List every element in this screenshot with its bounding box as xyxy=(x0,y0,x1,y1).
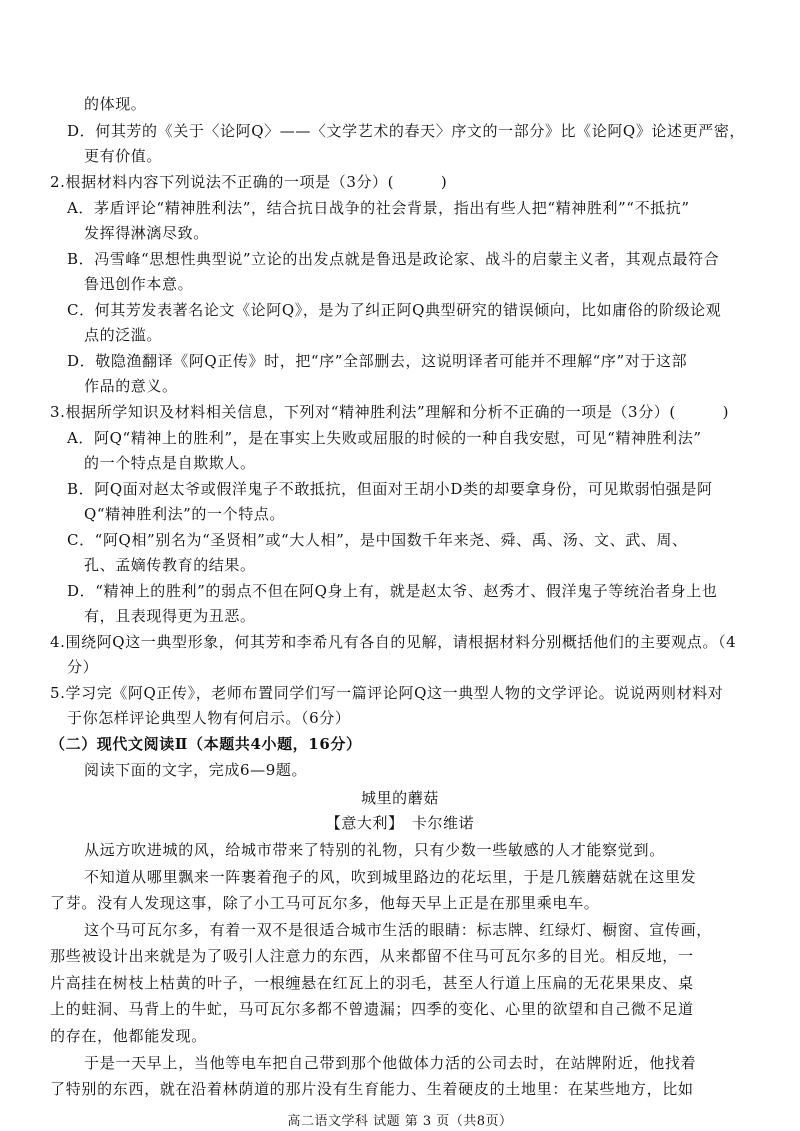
passage-line: 了芽。没有人发现这事，除了小工马可瓦尔多，他每天早上正是在那里乘电车。 xyxy=(50,894,600,912)
section2-instruction: 阅读下面的文字，完成6—9题。 xyxy=(84,761,308,779)
passage-line: 那些被设计出来就是为了吸引人注意力的东西，从来都留不住马可瓦尔多的目光。相反地，一 xyxy=(50,947,694,965)
q2-option-d-cont: 作品的意义。 xyxy=(84,377,178,395)
passage-line: 片高挂在树枝上枯黄的叶子，一根缠悬在红瓦上的羽毛，甚至人行道上压扁的无花果果皮、桌 xyxy=(50,974,694,992)
q2-option-c: C．何其芳发表著名论文《论阿Q》，是为了纠正阿Q典型研究的错误倾向，比如庸俗的阶级论观 xyxy=(67,301,722,319)
passage-line: 不知道从哪里飘来一阵裹着孢子的风，吹到城里路边的花坛里，于是几簇蘑菇就在这里发 xyxy=(84,868,697,886)
q2-option-b: B．冯雪峰“思想性典型说”立论的出发点就是鲁迅是政论家、战斗的启蒙主义者，其观点最符合 xyxy=(67,250,720,268)
passage-author: 【意大利】 卡尔维诺 xyxy=(325,814,475,832)
q2-option-a: A．茅盾评论“精神胜利法”，结合抗日战争的社会背景，指出有些人把“精神胜利”“不抵抗” xyxy=(67,199,690,217)
q4-stem: 4.围绕阿Q这一典型形象，何其芳和李希凡有各自的见解，请根据材料分别概括他们的主要观点。（4 xyxy=(50,633,737,651)
passage-title: 城里的蘑菇 xyxy=(360,789,439,807)
q3-stem: 3.根据所学知识及材料相关信息，下列对“精神胜利法”理解和分析不正确的一项是（3分）( ) xyxy=(50,403,730,421)
q3-option-a-cont: 的一个特点是自欺欺人。 xyxy=(84,454,256,472)
q4-stem-cont: 分） xyxy=(67,658,99,676)
q3-option-d: D．“精神上的胜利”的弱点不但在阿Q身上有，就是赵太爷、赵秀才、假洋鬼子等统治者身上也 xyxy=(67,582,718,600)
passage-line: 上的蛀洞、马背上的牛虻，马可瓦尔多都不曾遗漏；四季的变化、心里的欲望和自己微不足道 xyxy=(50,1000,694,1018)
prev-option-d-cont: 更有价值。 xyxy=(84,147,163,165)
passage-line: 的存在，他都能发现。 xyxy=(50,1027,208,1045)
q2-option-d: D．敬隐渔翻译《阿Q正传》时，把“序”全部删去，这说明译者可能并不理解“序”对于这部 xyxy=(67,352,688,370)
q2-stem: 2.根据材料内容下列说法不正确的一项是（3分）( ) xyxy=(50,173,448,191)
q2-option-a-cont: 发挥得淋漓尽致。 xyxy=(84,224,209,242)
q5-stem: 5.学习完《阿Q正传》，老师布置同学们写一篇评论阿Q这一典型人物的文学评论。说说两则材料对 xyxy=(50,684,724,702)
section2-heading: （二）现代文阅读Ⅱ（本题共4小题，16分） xyxy=(50,735,362,753)
q3-option-b: B．阿Q面对赵太爷或假洋鬼子不敢抵抗，但面对王胡小D类的却要拿身份，可见欺弱怕强是阿 xyxy=(67,480,713,498)
q3-option-b-cont: Q“精神胜利法”的一个特点。 xyxy=(84,505,286,523)
passage-line: 了特别的东西，就在沿着林荫道的那片没有生育能力、生着硬皮的土地里：在某些地方，比如 xyxy=(50,1080,694,1098)
q3-option-c-cont: 孔、孟嫡传教育的结果。 xyxy=(84,556,256,574)
page-footer: 高二语文学科 试题 第 3 页（共8页） xyxy=(287,1114,513,1129)
q3-option-c: C．“阿Q相”别名为“圣贤相”或“大人相”，是中国数千年来尧、舜、禹、汤、文、武、周、 xyxy=(67,531,688,549)
q3-option-a: A．阿Q“精神上的胜利”，是在事实上失败或屈服的时候的一种自我安慰，可见“精神胜利法” xyxy=(67,429,702,447)
q2-option-c-cont: 点的泛滥。 xyxy=(84,326,163,344)
prev-option-c-tail: 的体现。 xyxy=(84,95,147,113)
q5-stem-cont: 于你怎样评论典型人物有何启示。（6分） xyxy=(67,709,351,727)
passage-line: 于是一天早上，当他等电车把自己带到那个他做体力活的公司去时，在站牌附近，他找着 xyxy=(84,1054,697,1072)
q2-option-b-cont: 鲁迅创作本意。 xyxy=(84,275,194,293)
prev-option-d: D．何其芳的《关于〈论阿Q〉——〈文学艺术的春天〉序文的一部分》比《论阿Q》论述更严密， xyxy=(67,122,746,140)
passage-line: 这个马可瓦尔多，有着一双不是很适合城市生活的眼睛：标志牌、红绿灯、橱窗、宣传画， xyxy=(84,921,713,939)
q3-option-d-cont: 有，且表现得更为丑恶。 xyxy=(84,607,256,625)
passage-line: 从远方吹进城的风，给城市带来了特别的礼物，只有少数一些敏感的人才能察觉到。 xyxy=(84,841,665,859)
